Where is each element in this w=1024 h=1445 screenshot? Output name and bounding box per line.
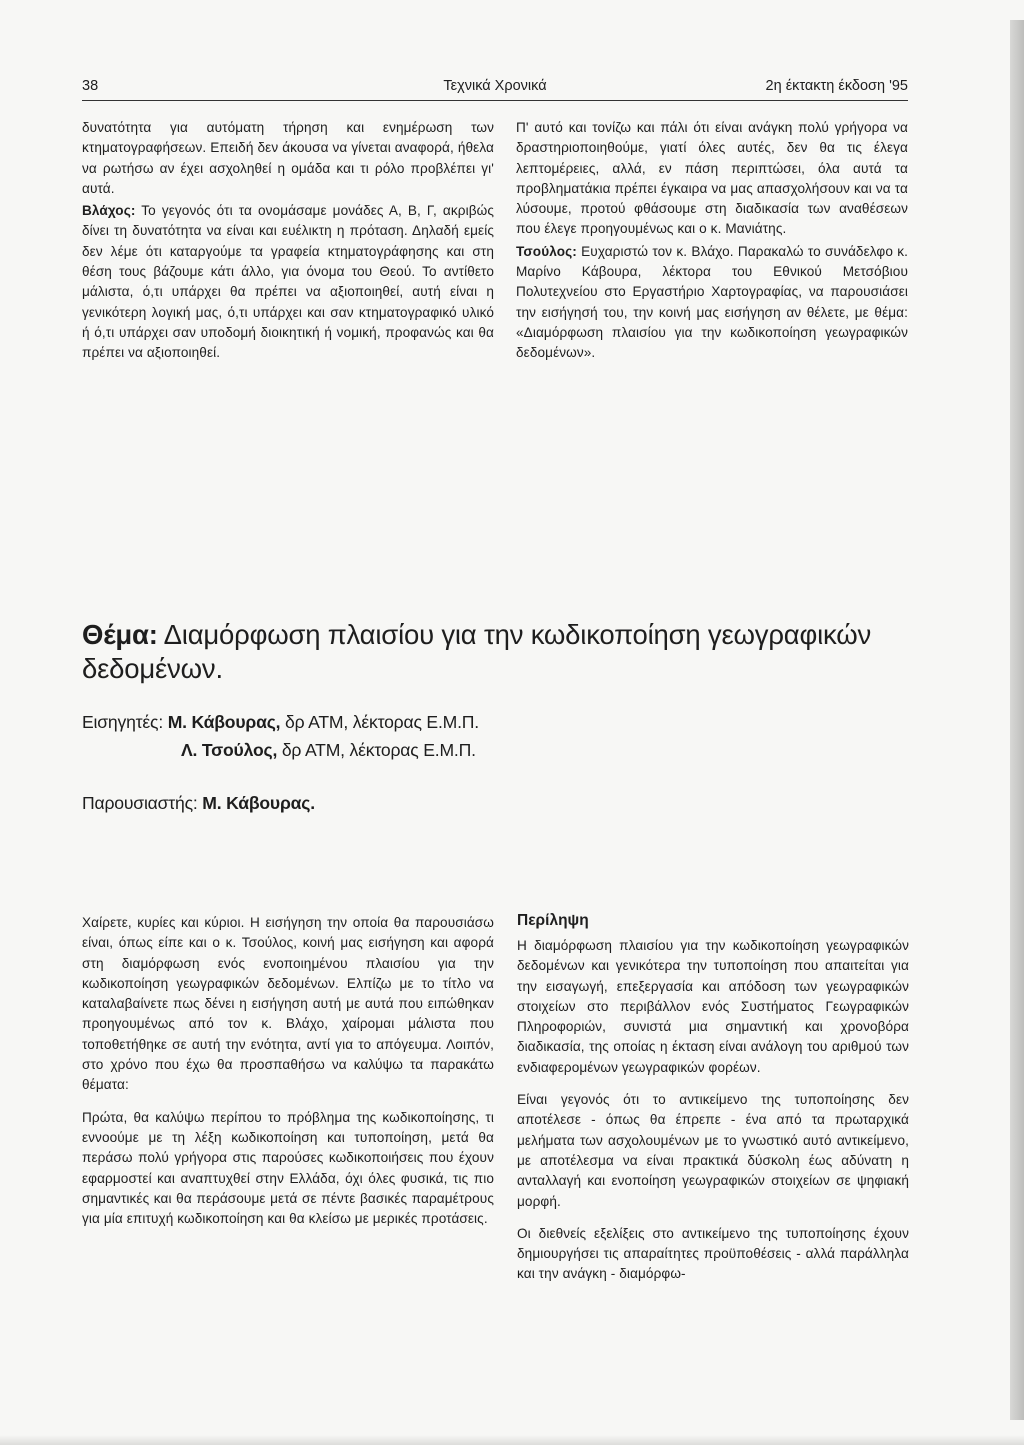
paragraph: Είναι γεγονός ότι το αντικείμενο της τυποποίησης δεν αποτέλεσε - όπως θα έπρεπε - ένα από τα πρωταρχικά μελήματα των ασχολουμένων με το γνωστικό αυτό αντικείμενο, με αποτέλεσμα να είναι πρακτικά δύσκολη έως αδύνατη η ανταλλαγή και ενοποίηση γεωγραφικών στοιχείων σε ψηφιακή μορφή.	[517, 1092, 909, 1209]
paragraph: Η διαμόρφωση πλαισίου για την κωδικοποίηση γεωγραφικών δεδομένων και γενικότερα την τυποποίηση που απαιτείται για την εισαγωγή, επεξεργασία και απόδοση των γεωγραφικών στοιχείων στο περιβάλλον ενός Συστήματος Γεωγραφικών Πληροφοριών, συνιστά μια σημαντική και χρονοβόρα διαδικασία, της οποίας η έκταση είναι ανάλογη του αριθμού των ενδιαφερομένων γεωγραφικών φορέων.	[517, 938, 909, 1075]
paragraph: Π' αυτό και τονίζω και πάλι ότι είναι ανάγκη πολύ γρήγορα να δραστηριοποιηθούμε, γιατί όλες αυτές, δεν θα τις έλεγα λεπτομέρειες, αλλά, εν πάση περιπτώσει, όλα αυτά τα προβληματάκια πρέπει έγκαιρα να μας απασχολήσουν και να τα λύσουμε, προτού φθάσουμε στη διαδικασία των αναθέσεων που έλεγε προηγουμένως και ο κ. Μανιάτης.	[516, 120, 908, 237]
page-bottom-edge	[0, 1435, 1024, 1445]
paragraph	[82, 201, 494, 363]
speaker2-name: Λ. Τσούλος,	[181, 740, 278, 760]
top-right-column	[516, 118, 908, 364]
presenter-line	[82, 792, 315, 814]
paragraph: δυνατότητα για αυτόματη τήρηση και ενημέρωση των κτηματογραφήσεων. Επειδή δεν άκουσα να γίνεται αναφορά, ήθελα να ρωτήσω αν έχει ασχοληθεί η ομάδα και τι ρόλο προβλέπει γι' αυτά.	[82, 120, 494, 196]
speaker-text: Ευχαριστώ τον κ. Βλάχο. Παρακαλώ το συνάδελφο κ. Μαρίνο Κάβουρα, λέκτορα του Εθνικού Μετσόβιου Πολυτεχνείου στο Εργαστήριο Χαρτογραφίας, να παρουσιάσει την εισήγησή του, την κοινή μας εισήγηση αν θέλετε, με θέμα: «Διαμόρφωση πλαισίου για την κωδικοποίηση γεωγραφικών δεδομένων».	[516, 243, 908, 361]
speaker-name: Τσούλος:	[516, 243, 577, 259]
page-number: 38	[82, 78, 99, 94]
speaker1-role: δρ ΑΤΜ, λέκτορας Ε.Μ.Π.	[280, 712, 479, 732]
paragraph	[516, 242, 908, 364]
theme-title	[82, 618, 912, 686]
speaker2-role: δρ ΑΤΜ, λέκτορας Ε.Μ.Π.	[277, 740, 476, 760]
page-edge-shadow	[1010, 20, 1024, 1420]
edition-label: 2η έκτακτη έκδοση '95	[765, 78, 908, 94]
speaker-name: Βλάχος:	[82, 203, 136, 219]
theme-text: Διαμόρφωση πλαισίου για την κωδικοποίηση γεωγραφικών δεδομένων.	[82, 619, 872, 684]
running-header	[82, 76, 908, 101]
top-left-column	[82, 118, 494, 364]
speakers-line-2	[181, 739, 476, 761]
abstract-heading: Περίληψη	[517, 912, 589, 929]
paragraph: Χαίρετε, κυρίες και κύριοι. Η εισήγηση την οποία θα παρουσιάσω είναι, όπως είπε και ο κ. Τσούλος, κοινή μας εισήγηση και αφορά στη διαμόρφωση ενός ενοποιημένου πλαισίου για την κωδικοποίηση γεωγραφικών δεδομένων. Ελπίζω με το τίτλο να καταλαβαίνετε πως δένει η εισήγηση αυτή με αυτά που ειπώθηκαν προηγουμένως από τον κ. Βλάχο, χαίρομαι μάλιστα που τοποθετήθηκε σε αυτή την ενότητα, αντί για το απόγευμα. Λοιπόν, στο χρόνο που έχω θα προσπαθήσω να καλύψω τα παρακάτω θέματα:	[82, 915, 494, 1093]
bottom-right-column	[517, 936, 909, 1285]
paragraph: Πρώτα, θα καλύψω περίπου το πρόβλημα της κωδικοποίησης, τι εννοούμε με τη λέξη κωδικοποίηση και τυποποίηση, μετά θα περάσω πολύ γρήγορα στις παρούσες κωδικοποιήσεις που έχουν εφαρμοστεί και αναπτυχθεί στην Ελλάδα, όχι όλες φυσικά, τις πιο σημαντικές και θα περάσουμε μετά σε πέντε βασικές παραμέτρους για μία επιτυχή κωδικοποίηση και θα κλείσω με μερικές προτάσεις.	[82, 1109, 494, 1227]
bottom-left-column	[82, 913, 494, 1229]
journal-title: Τεχνικά Χρονικά	[443, 78, 547, 94]
speakers-line-1	[82, 711, 479, 733]
speaker-text: Το γεγονός ότι τα ονομάσαμε μονάδες Α, Β, Γ, ακριβώς δίνει τη δυνατότητα να είναι και ευέλικτη η πρόταση. Δηλαδή εμείς δεν λέμε ότι καταργούμε τα γραφεία κτηματογράφησης και στη θέση τους βάζουμε κάτι άλλο, για όνομα του Θεού. Το αντίθετο μάλιστα, ό,τι υπάρχει θα πρέπει να αξιοποιηθεί, αυτή είναι η γενικότερη λογική μας, ό,τι υπάρχει και σαν κτηματογραφικό υλικό ή ό,τι υπάρχει σαν υποδομή διοικητική ή νομική, προφανώς και θα πρέπει να αξιοποιηθεί.	[82, 203, 494, 361]
speaker1-name: Μ. Κάβουρας,	[167, 712, 281, 732]
presenter-label: Παρουσιαστής:	[82, 793, 203, 813]
paragraph: Οι διεθνείς εξελίξεις στο αντικείμενο της τυποποίησης έχουν δημιουργήσει τις απαραίτητες προϋποθέσεις - αλλά παράλληλα και την ανάγκη - διαμόρφω-	[517, 1225, 909, 1282]
speakers-label: Εισηγητές:	[82, 712, 168, 732]
theme-label: Θέμα:	[82, 619, 158, 650]
presenter-name: Μ. Κάβουρας.	[202, 793, 315, 813]
